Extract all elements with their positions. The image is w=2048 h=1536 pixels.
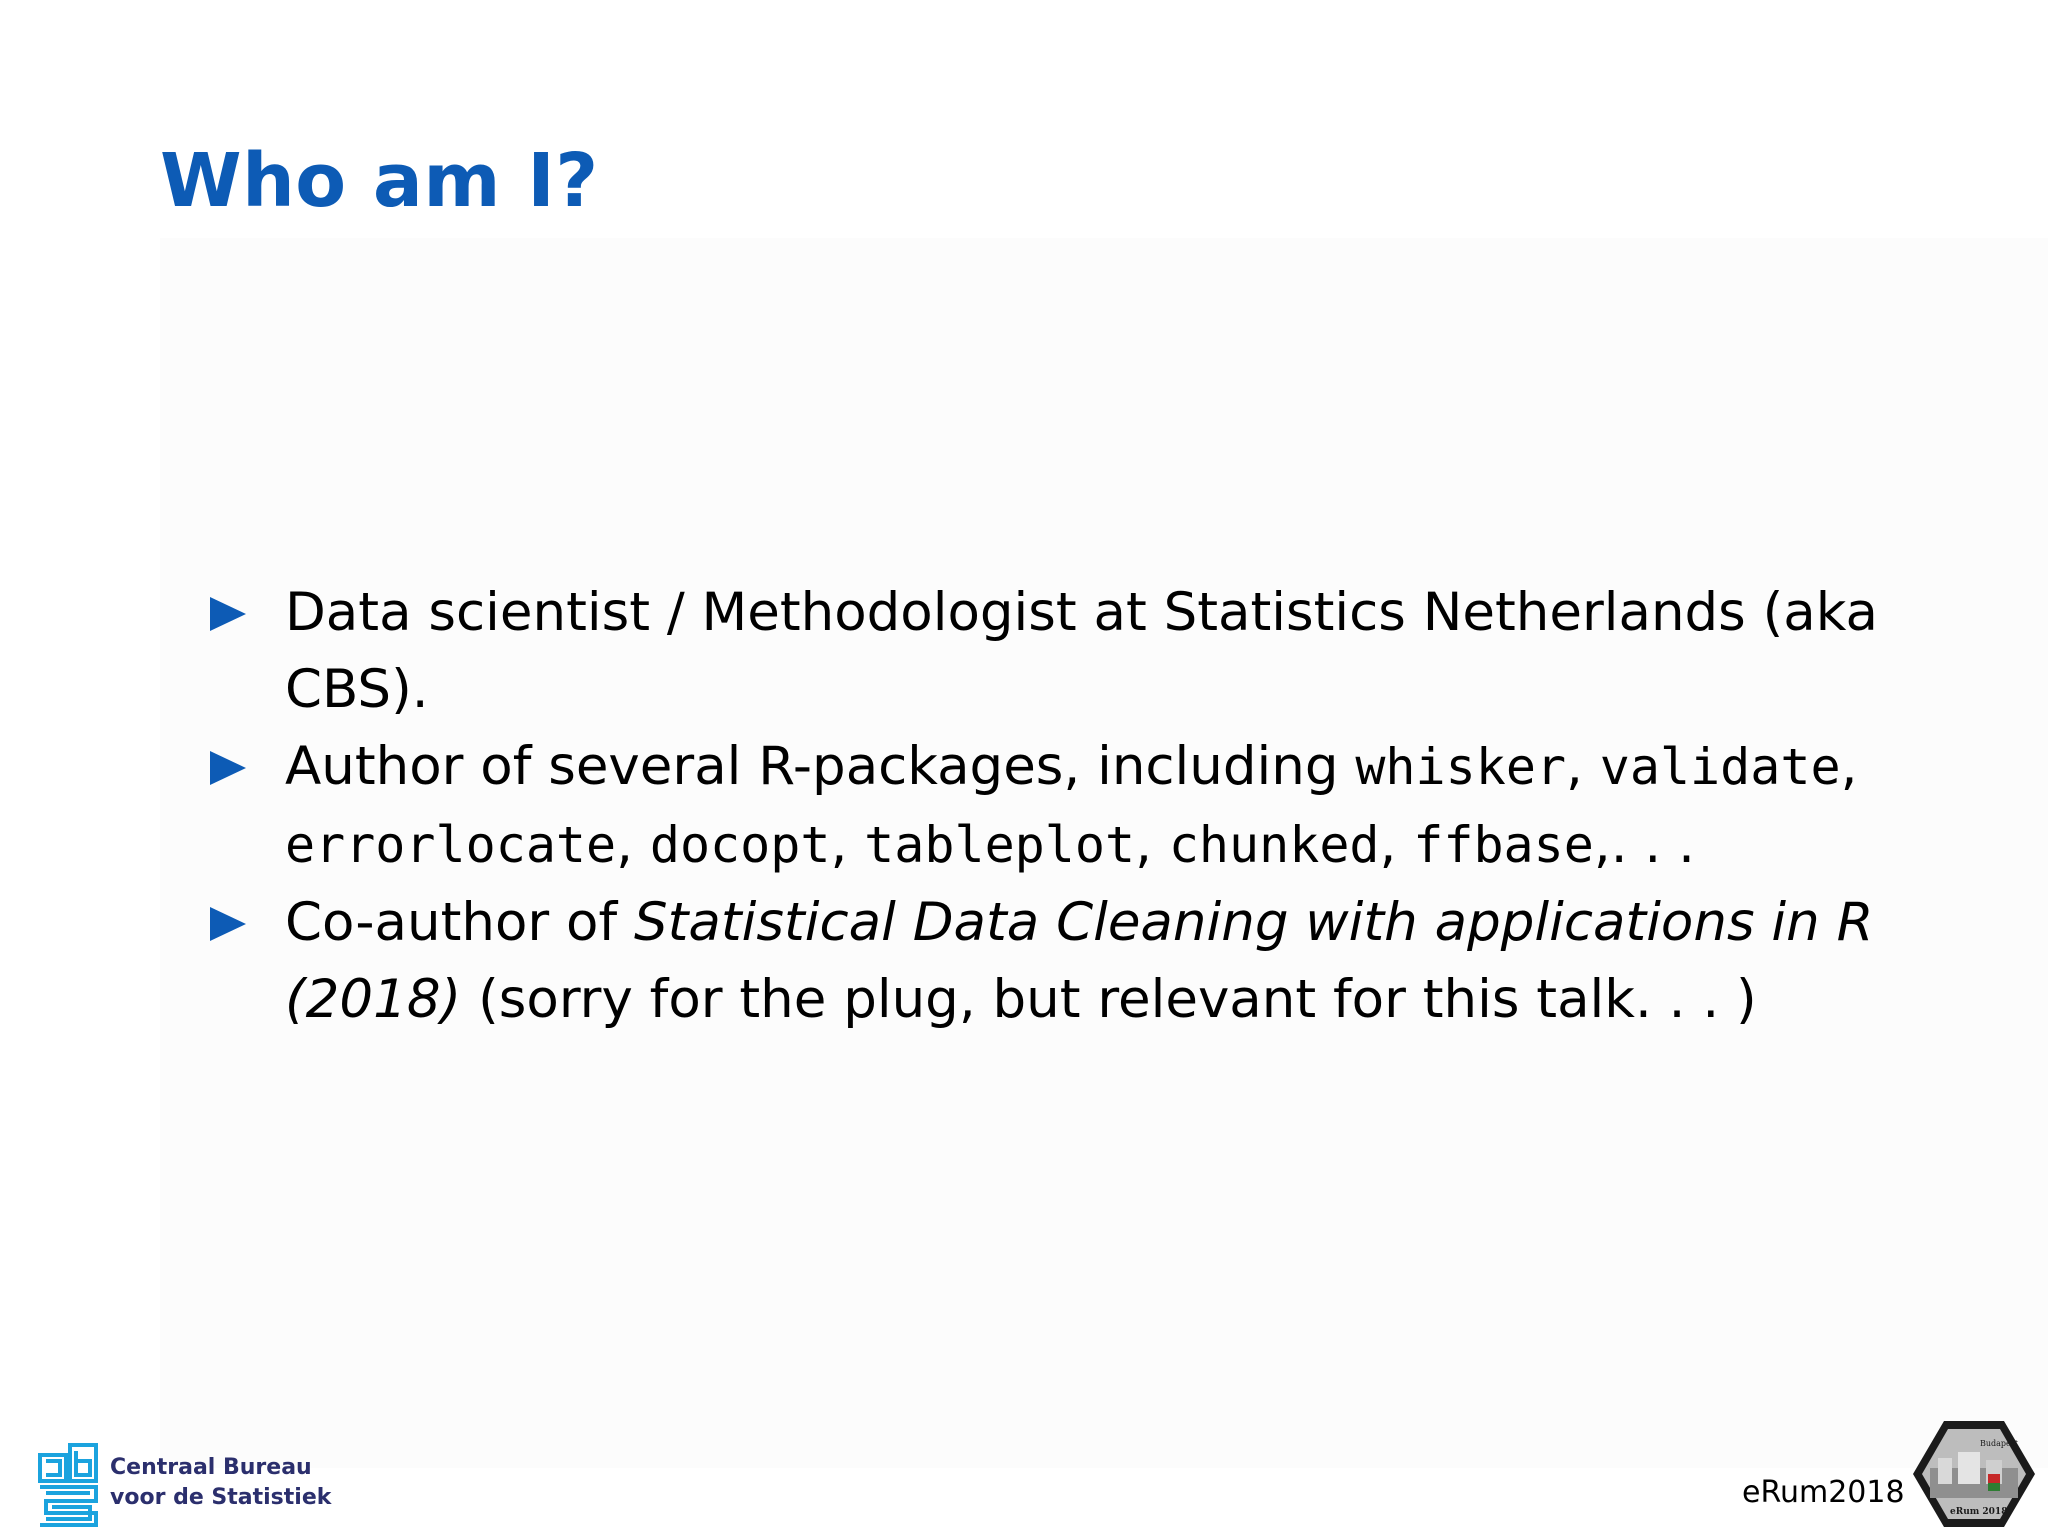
event-name: eRum2018	[1742, 1475, 1905, 1510]
book-year: (2018)	[285, 969, 462, 1030]
packages-ellipsis: ,. . .	[1593, 814, 1695, 875]
triangle-bullet-icon	[210, 907, 246, 941]
organization-name-line-1: Centraal Bureau	[110, 1455, 312, 1480]
badge-bottom-label: eRum 2018	[1950, 1507, 2008, 1517]
organization-name	[110, 1453, 331, 1513]
triangle-bullet-icon	[210, 597, 246, 631]
package-name: validate	[1599, 738, 1841, 796]
triangle-bullet-icon	[210, 751, 246, 785]
package-separator: ,	[616, 814, 650, 875]
bullet-item-role	[205, 574, 1905, 728]
package-separator: ,	[1135, 814, 1169, 875]
erum-hex-sticker-icon	[1910, 1418, 2038, 1530]
badge-top-label: Budapest	[1980, 1439, 2019, 1448]
role-text-line-2: CBS).	[285, 659, 429, 720]
packages-intro-text: Author of several R-packages, including	[285, 736, 1356, 797]
organization-name-line-2: voor de Statistiek	[110, 1485, 332, 1510]
package-name: docopt	[649, 816, 831, 874]
package-name: whisker	[1355, 738, 1567, 796]
cbs-logo	[38, 1443, 338, 1527]
package-name: tableplot	[864, 816, 1136, 874]
bullet-list	[205, 574, 1905, 1038]
role-text-line-1: Data scientist / Methodologist at Statistics Netherlands (aka	[285, 582, 1879, 643]
book-intro-text: Co-author of	[285, 892, 634, 953]
package-separator: ,	[830, 814, 865, 875]
slide-title: Who am I?	[160, 138, 599, 224]
package-separator: ,	[1840, 736, 1858, 797]
package-name: ffbase	[1413, 816, 1594, 874]
bullet-item-book	[205, 884, 1905, 1038]
bullet-item-packages	[205, 728, 1905, 884]
package-name: errorlocate	[285, 816, 617, 874]
book-title: Statistical Data Cleaning with applications in R	[633, 892, 1874, 953]
package-name: chunked	[1168, 816, 1380, 874]
package-separator: ,	[1379, 814, 1414, 875]
package-separator: ,	[1566, 736, 1600, 797]
cbs-logo-mark-icon	[38, 1443, 98, 1527]
book-note-text: (sorry for the plug, but relevant for this talk. . . )	[461, 969, 1757, 1030]
